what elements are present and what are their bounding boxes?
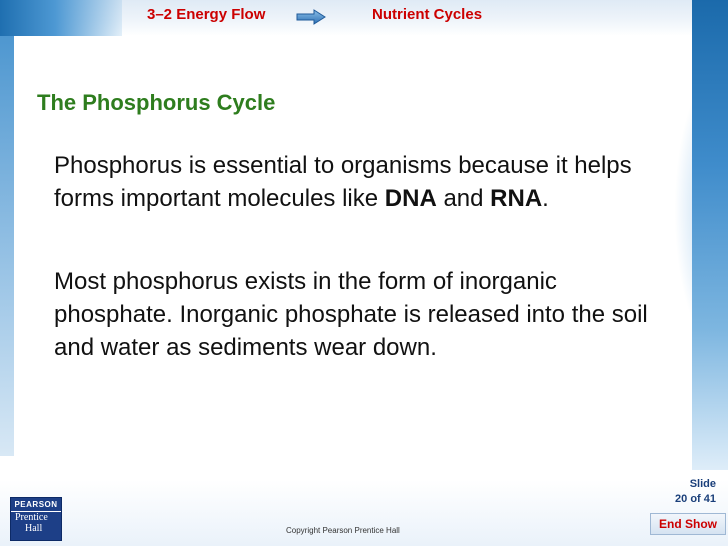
logo-line-1: Prentice xyxy=(15,512,48,523)
logo-line-2: Hall xyxy=(25,523,43,534)
copyright-text: Copyright Pearson Prentice Hall xyxy=(286,526,400,535)
slide-label: Slide xyxy=(689,478,716,490)
paragraph-1-and: and xyxy=(436,185,491,212)
right-decoration xyxy=(692,0,728,470)
right-arrow-icon[interactable] xyxy=(296,9,326,25)
slide-counter: 20 of 41 xyxy=(675,493,716,505)
paragraph-1 xyxy=(54,149,674,215)
rna-term: RNA xyxy=(490,185,543,212)
paragraph-2: Most phosphorus exists in the form of inorganic phosphate. Inorganic phosphate is released into the soil and water as sediments wear down. xyxy=(54,268,648,361)
paragraph-1-end: . xyxy=(542,185,549,212)
logo-brand: PEARSON xyxy=(11,498,61,512)
pearson-logo xyxy=(10,497,62,541)
dna-term: DNA xyxy=(384,185,437,212)
left-decoration xyxy=(0,36,14,456)
paragraph-1-text: Phosphorus is essential to organisms because it helps forms important molecules like xyxy=(54,152,632,212)
slide-title: The Phosphorus Cycle xyxy=(37,90,276,115)
logo-imprint xyxy=(11,512,61,540)
end-show-button[interactable]: End Show xyxy=(650,513,726,535)
nav-current-section-link[interactable]: Nutrient Cycles xyxy=(372,6,483,23)
footer-band xyxy=(0,480,728,546)
header-decoration xyxy=(0,0,122,36)
nav-prev-section-link[interactable]: 3–2 Energy Flow xyxy=(147,6,266,23)
